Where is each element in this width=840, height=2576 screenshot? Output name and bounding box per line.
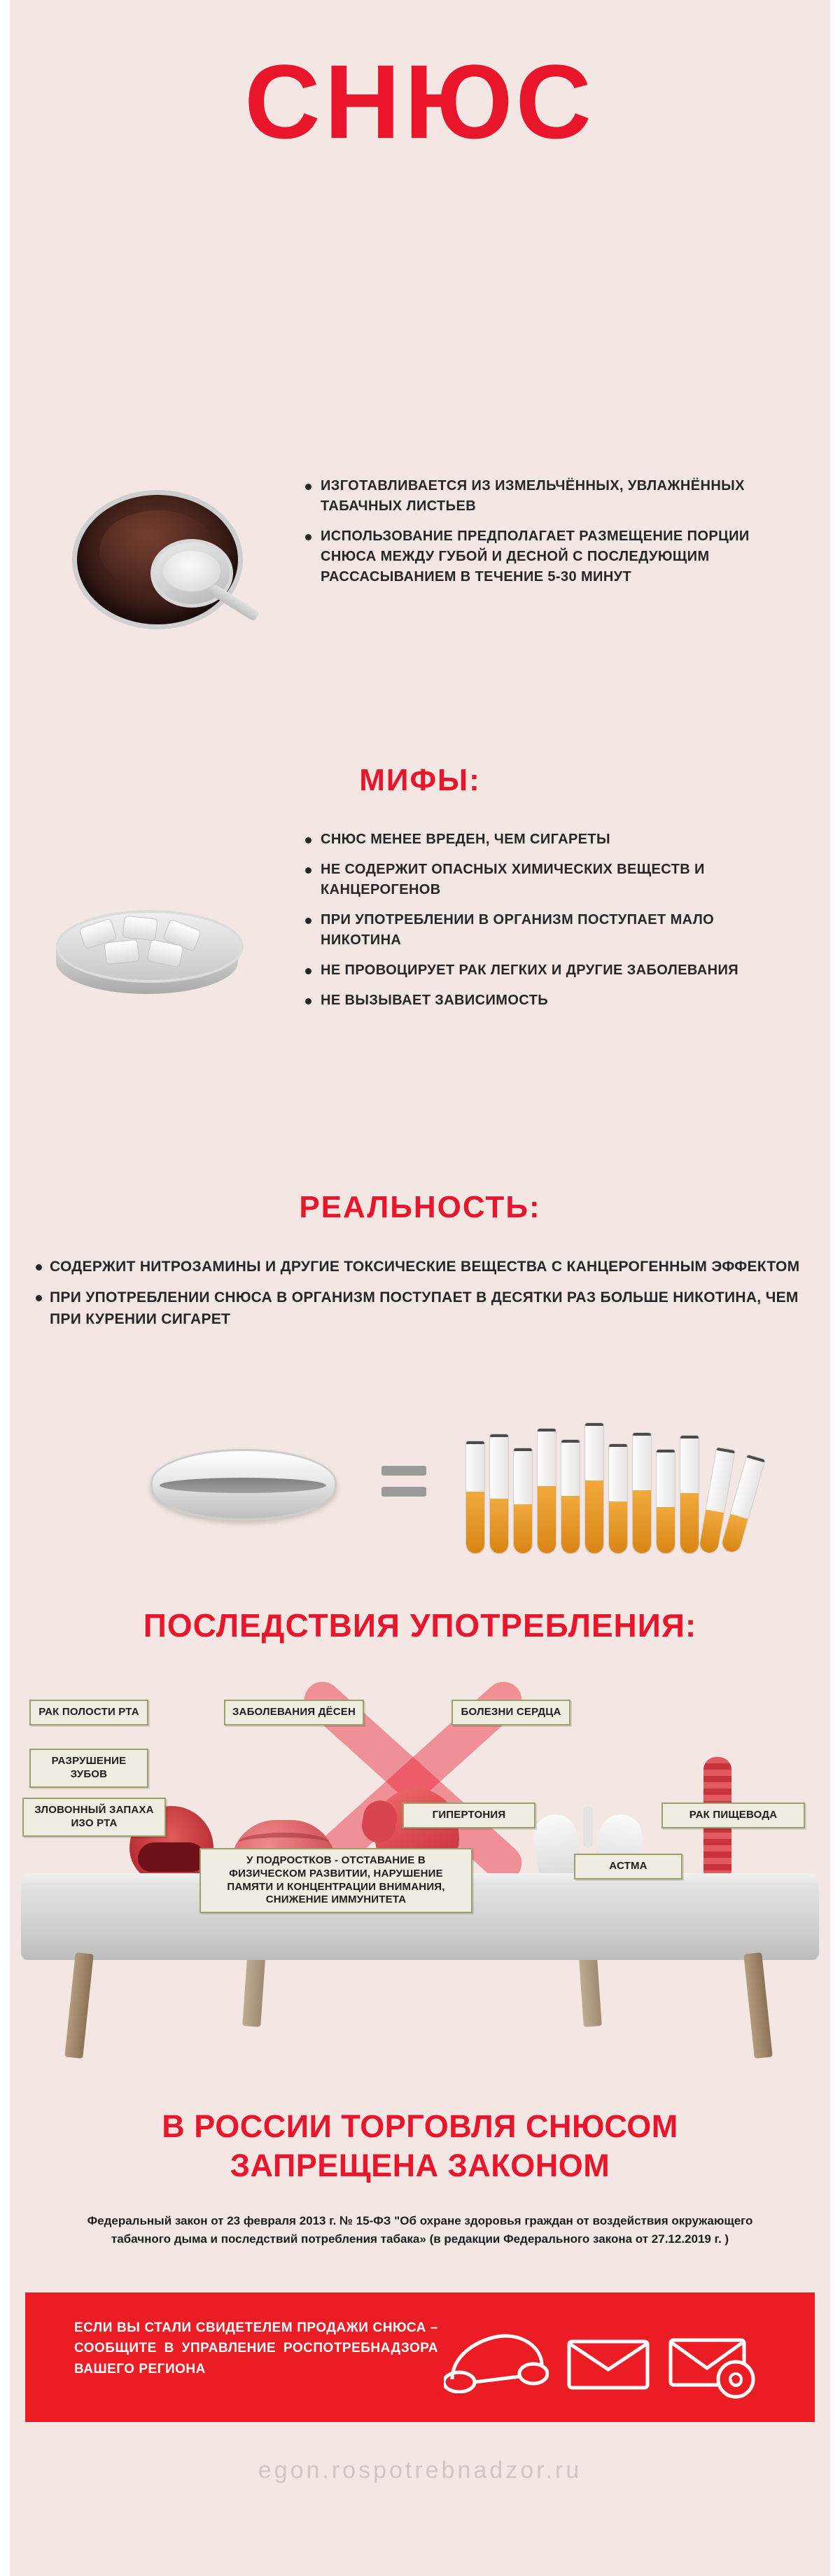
list-item: ПРИ УПОТРЕБЛЕНИИ В ОРГАНИЗМ ПОСТУПАЕТ МАЛО НИКОТИНА [301,910,791,951]
label-gum-disease: ЗАБОЛЕВАНИЯ ДЁСЕН [224,1700,364,1726]
law-heading-line1: В РОССИИ ТОРГОВЛЯ СНЮСОМ [162,2108,678,2144]
nicotine-equation [0,1407,840,1575]
envelope-icon[interactable] [566,2336,650,2392]
table-leg [743,1952,773,2059]
snus-can-icon [56,910,245,1029]
snus-tin-illustration [66,476,270,644]
equals-sign [382,1462,426,1504]
label-teen-effects: У ПОДРОСТКОВ - ОТСТАВАНИЕ В ФИЗИЧЕСКОМ РАЗВИТИИ, НАРУШЕНИЕ ПАМЯТИ И КОНЦЕНТРАЦИИ ВНИМАНИЯ, СНИЖЕНИЕ ИММУНИТЕТА [200,1848,472,1913]
table-leg [578,1949,602,2027]
label-hypertension: ГИПЕРТОНИЯ [402,1802,536,1828]
reality-heading: РЕАЛЬНОСТЬ: [299,1190,541,1224]
spoon-icon [150,539,234,616]
list-item: СОДЕРЖИТ НИТРОЗАМИНЫ И ДРУГИЕ ТОКСИЧЕСКИЕ ВЕЩЕСТВА С КАНЦЕРОГЕННЫМ ЭФФЕКТОМ [31,1256,808,1278]
list-item: НЕ ПРОВОЦИРУЕТ РАК ЛЕГКИХ И ДРУГИЕ ЗАБОЛЕВАНИЯ [301,960,791,981]
label-esophagus-cancer: РАК ПИЩЕВОДА [662,1802,805,1828]
law-heading-line2: ЗАПРЕЩЕНА ЗАКОНОМ [230,2148,610,2184]
label-heart-disease: БОЛЕЗНИ СЕРДЦА [451,1700,570,1726]
myths-heading: МИФЫ: [359,763,481,797]
footer-site-url: egon.rospotrebnadzor.ru [258,2457,582,2484]
snus-pouch-icon [150,1449,337,1520]
list-item: НЕ СОДЕРЖИТ ОПАСНЫХ ХИМИЧЕСКИХ ВЕЩЕСТВ И КАНЦЕРОГЕНОВ [301,860,791,900]
label-asthma: АСТМА [574,1854,682,1879]
right-edge-strip [830,0,840,2576]
list-item: ИЗГОТАВЛИВАЕТСЯ ИЗ ИЗМЕЛЬЧЁННЫХ, УВЛАЖНЁННЫХ ТАБАЧНЫХ ЛИСТЬЕВ [301,476,805,517]
list-item: НЕ ВЫЗЫВАЕТ ЗАВИСИМОСТЬ [301,990,791,1011]
phone-icon[interactable] [444,2330,549,2393]
label-oral-cancer: РАК ПОЛОСТИ РТА [29,1700,148,1726]
list-item: СНЮС МЕНЕЕ ВРЕДЕН, ЧЕМ СИГАРЕТЫ [301,830,791,850]
label-tooth-decay: РАЗРУШЕНИЕ ЗУБОВ [29,1749,148,1788]
consequences-heading: ПОСЛЕДСТВИЯ УПОТРЕБЛЕНИЯ: [143,1607,697,1644]
list-item: ИСПОЛЬЗОВАНИЕ ПРЕДПОЛАГАЕТ РАЗМЕЩЕНИЕ ПОРЦИИ СНЮСА МЕЖДУ ГУБОЙ И ДЕСНОЙ С ПОСЛЕДУЮЩИМ РАССАСЫВАНИЕМ В ТЕЧЕНИЕ 5-30 МИНУТ [301,526,805,587]
intro-bullet-list [301,476,805,597]
law-reference: Федеральный закон от 23 февраля 2013 г. № 15-ФЗ "Об охране здоровья граждан от воздействия окружающего табачного дыма и последствий потребления табака» (в редакции Федерального закона от 27.12.2019 г. ) [87,2214,753,2246]
myths-bullet-list [301,830,791,1021]
consequences-diagram [21,1673,819,2065]
report-callout [25,2292,815,2422]
law-heading [0,2107,840,2186]
table-leg [64,1952,94,2059]
reality-bullet-list [31,1256,808,1340]
callout-text: ЕСЛИ ВЫ СТАЛИ СВИДЕТЕЛЕМ ПРОДАЖИ СНЮСА – СООБЩИТЕ В УПРАВЛЕНИЕ РОСПОТРЕБНАДЗОРА ВАШЕГО РЕГИОНА [74,2320,438,2376]
cigarettes-group-icon [465,1407,788,1568]
page-title: СНЮС [244,43,596,160]
email-at-icon[interactable] [668,2336,759,2399]
left-edge-strip [0,0,10,2576]
table-leg [242,1949,266,2027]
label-bad-breath: ЗЛОВОННЫЙ ЗАПАХА ИЗО РТА [22,1798,166,1837]
contact-icons [437,2320,773,2398]
list-item: ПРИ УПОТРЕБЛЕНИИ СНЮСА В ОРГАНИЗМ ПОСТУПАЕТ В ДЕСЯТКИ РАЗ БОЛЬШЕ НИКОТИНА, ЧЕМ ПРИ КУРЕНИИ СИГАРЕТ [31,1287,808,1330]
